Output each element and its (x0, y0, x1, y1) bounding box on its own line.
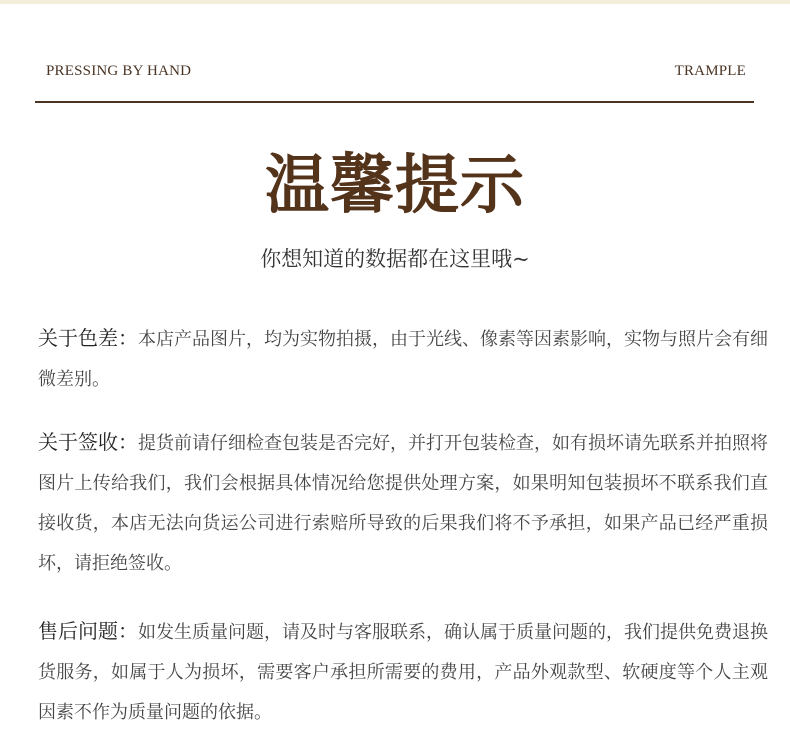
notice-after-sales (38, 611, 768, 733)
notice-text: 本店产品图片，均为实物拍摄，由于光线、像素等因素影响，实物与照片会有细微差别。 (38, 329, 768, 390)
notice-text: 如发生质量问题，请及时与客服联系，确认属于质量问题的，我们提供免费退换货服务，如属于人为损坏，需要客户承担所需要的费用，产品外观款型、软硬度等个人主观因素不作为质量问题的依据。 (38, 622, 768, 723)
page-subtitle: 你想知道的数据都在这里哦~ (260, 247, 530, 271)
notice-text: 提货前请仔细检查包装是否完好，并打开包装检查，如有损坏请先联系并拍照将图片上传给我们，我们会根据具体情况给您提供处理方案，如果明知包装损坏不联系我们直接收货，本店无法向货运公司进行索赔所导致的后果我们将不予承担，如果产品已经严重损坏，请拒绝签收。 (38, 433, 768, 574)
page-title: 温馨提示 (265, 148, 525, 223)
notice-label: 售后问题： (38, 619, 138, 643)
header-left-text: PRESSING BY HAND (46, 63, 192, 79)
notice-label: 关于签收： (38, 430, 138, 454)
header-right-text: TRAMPLE (674, 63, 746, 79)
notice-color-difference (38, 318, 768, 400)
top-decorative-strip (0, 0, 790, 4)
header-divider (35, 101, 754, 103)
notice-delivery-receipt (38, 422, 768, 584)
notice-label: 关于色差： (38, 326, 138, 350)
